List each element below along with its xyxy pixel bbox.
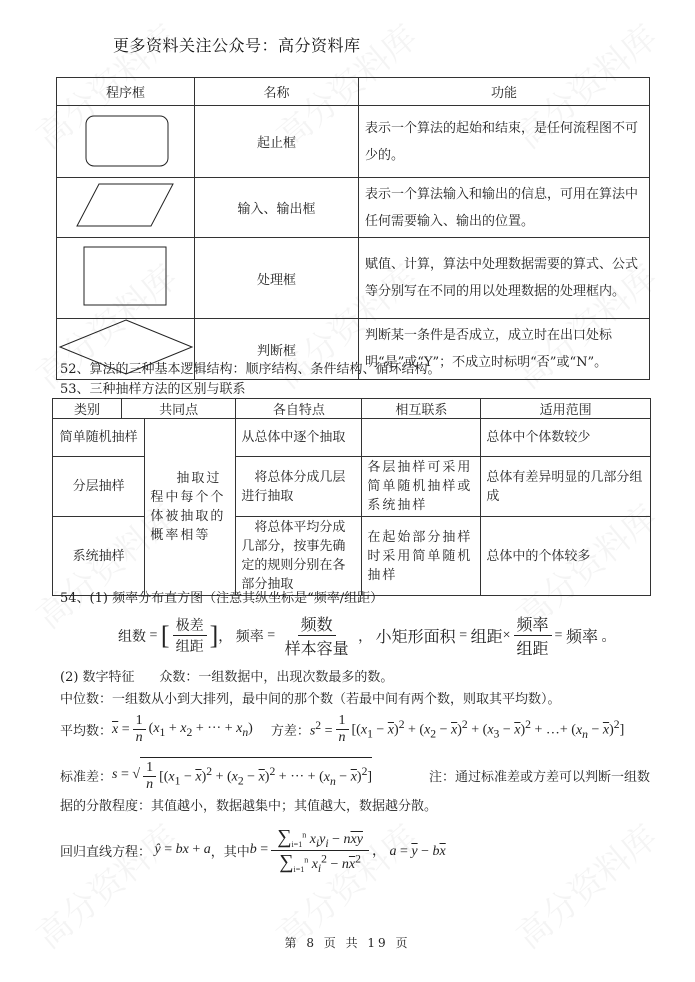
category-cell: 简单随机抽样 — [53, 419, 145, 457]
table-row — [53, 419, 651, 457]
column-header: 类别 — [53, 399, 122, 419]
sampling-methods-table — [52, 398, 651, 596]
page-header: 更多资料关注公众号：高分资料库 — [113, 36, 361, 55]
category-cell: 分层抽样 — [53, 457, 145, 517]
item-53: 53、三种抽样方法的区别与联系 — [60, 382, 246, 397]
formula-term: 组数 — [118, 629, 146, 645]
scope-cell: 总体有差异明显的几部分组成 — [481, 457, 651, 517]
fraction: $\frac{\text{极差}}{\text{组距}}$ — [173, 615, 207, 656]
relation-cell: 各层抽样可采用简单随机抽样或系统抽样 — [362, 457, 481, 517]
io-shape-cell — [57, 178, 195, 238]
histogram-formulas: 组数 = [ $\frac{\text{极差}}{\text{组距}}$ ] ， 频率 = $\frac{\text{频数}}{\text{样本容量}}$ ， 小矩形面积 = 组距 × $\frac{\text{频率}}{\text{组距}}$ = 频率 。 — [118, 612, 615, 659]
column-header: 程序框 — [57, 78, 195, 106]
shape-function: 表示一个算法输入和输出的信息，可用在算法中任何需要输入、输出的位置。 — [359, 178, 650, 238]
shape-name: 判断框 — [195, 319, 359, 380]
scope-cell: 总体中个体数较少 — [481, 419, 651, 457]
fraction: $\frac{\text{频率}}{\text{组距}}$ — [514, 612, 552, 659]
note-continuation: 据的分散程度：其值越小，数据越集中；其值越大，数据越分散。 — [60, 799, 438, 814]
table-row — [57, 106, 650, 178]
item-52: 52、算法的三种基本逻辑结构：顺序结构、条件结构、循环结构。 — [60, 362, 441, 377]
table-row — [53, 517, 651, 596]
relation-cell: 在起始部分抽样时采用简单随机抽样 — [362, 517, 481, 596]
shape-function: 判断某一条件是否成立，成立时在出口处标明“是”或“Y”；不成立时标明“否”或“N”。 — [359, 319, 650, 380]
fraction: $\frac{\text{频数}}{\text{样本容量}}$ — [282, 612, 352, 659]
rounded-rectangle-icon — [76, 108, 176, 172]
table-row — [57, 178, 650, 238]
median-definition: 中位数：一组数从小到大排列，最中间的那个数（若最中间有两个数，则取其平均数）。 — [60, 692, 561, 707]
feature-cell: 将总体分成几层进行抽取 — [236, 457, 362, 517]
common-point-cell: 抽取过程中每个个体被抽取的概率相等 — [145, 419, 236, 596]
column-header: 功能 — [359, 78, 650, 106]
feature-cell: 将总体平均分成几部分，按事先确定的规则分别在各部分抽取 — [236, 517, 362, 596]
regression-formula: 回归直线方程： ŷ = bx + a ，其中 b = $\frac{\sum_{i=1}^n x_iy_i - n\overline{xy}}{\sum_{i=1}^n x_i^2 - n\overline{x}^2}$ ， $a = \overline{y} - b\overline{x}$ — [60, 826, 446, 875]
item-54-part2: (2) 数字特征 众数：一组数据中，出现次数最多的数。 — [60, 670, 394, 685]
shape-name: 输入、输出框 — [195, 178, 359, 238]
terminal-shape-cell — [57, 106, 195, 178]
column-header: 名称 — [195, 78, 359, 106]
shape-function: 赋值、计算，算法中处理数据需要的算式、公式等分别写在不同的用以处理数据的处理框内。 — [359, 238, 650, 319]
column-header: 各自特点 — [236, 399, 362, 419]
mode-definition: 众数：一组数据中，出现次数最多的数。 — [159, 670, 394, 685]
std-formula: 标准差： s = √ $\frac{1}{n}$ [$(x_1 - \overline{x})^2 + (x_2 - \overline{x})^2$ + ··· + $(x_n - \overline{x})^2$] 注：通过标准差或方差可以判断一组数 — [60, 757, 650, 793]
rectangle-icon — [76, 243, 176, 309]
formula-term: 小矩形面积 — [375, 629, 456, 646]
item-54-part1: 54、(1) 频率分布直方图（注意其纵坐标是“频率/组距） — [60, 591, 384, 606]
category-cell: 系统抽样 — [53, 517, 145, 596]
column-header: 共同点 — [122, 399, 236, 419]
parallelogram-icon — [71, 181, 181, 231]
shape-name: 处理框 — [195, 238, 359, 319]
relation-cell — [362, 419, 481, 457]
scope-cell: 总体中的个体较多 — [481, 517, 651, 596]
column-header: 适用范围 — [481, 399, 651, 419]
page-number: 第 8 页 共 19 页 — [284, 936, 411, 950]
table-row — [53, 457, 651, 517]
shape-function: 表示一个算法的起始和结束，是任何流程图不可少的。 — [359, 106, 650, 178]
table-row — [57, 238, 650, 319]
formula-term: 频率 — [235, 629, 264, 645]
shape-name: 起止框 — [195, 106, 359, 178]
note-text: 注：通过标准差或方差可以判断一组数 — [428, 769, 650, 785]
mean-variance-formulas: 平均数： $\overline{x}$ = $\frac{1}{n}$ ($x_1 + x_2$ + ··· + $x_n$) 方差： $s^2$ = $\frac{1}{n}$ [$(x_1 - \overline{x})^2 + (x_2 - \overline{x})^2 + (x_3 - \overline{x})^2$ + …+ $(x_n - \overline{x})^2$] — [60, 713, 625, 745]
column-header: 相互联系 — [362, 399, 481, 419]
process-shape-cell — [57, 238, 195, 319]
flowchart-symbols-table — [56, 77, 650, 380]
feature-cell: 从总体中逐个抽取 — [236, 419, 362, 457]
